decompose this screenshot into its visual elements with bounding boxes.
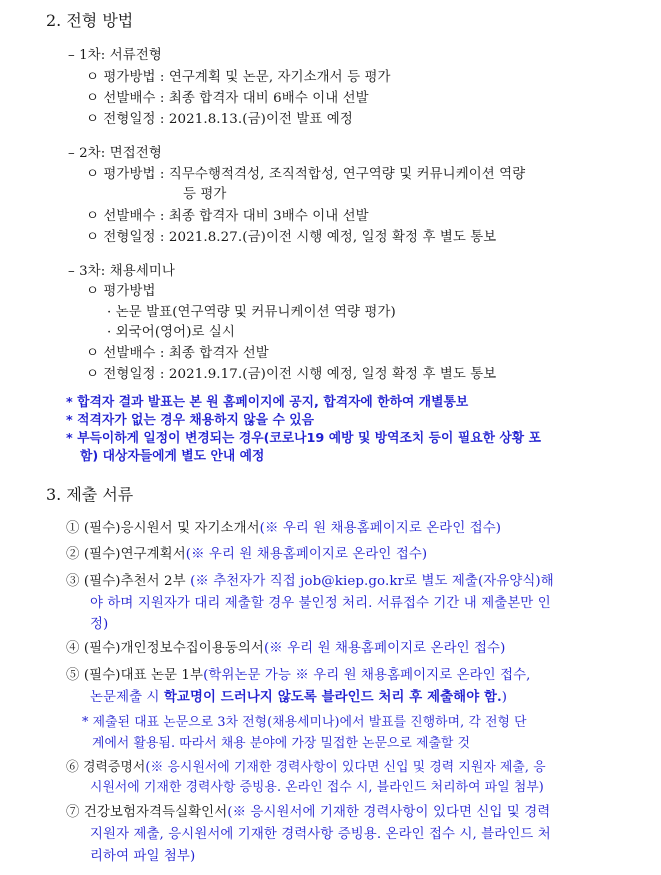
doc-6-name: 경력증명서	[83, 760, 146, 775]
doc-7-name: 건강보험자격득실확인서	[83, 805, 228, 820]
doc-3-name: (필수)추천서 2부	[83, 574, 191, 589]
stage2-schedule: ㅇ 전형일정 : 2021.8.27.(금)이전 시행 예정, 일정 확정 후 별도 통보	[86, 230, 497, 245]
doc-4-name: (필수)개인정보수집이용동의서	[83, 641, 264, 656]
doc-7-note-3: 리하여 파일 첨부)	[90, 849, 196, 864]
stage3-sub1: · 논문 발표(연구역량 및 커뮤니케이션 역량 평가)	[107, 305, 396, 320]
stage1-title: – 1차: 서류전형	[68, 48, 162, 63]
doc-7-note-2: 지원자 제출, 응시원서에 기재한 경력사항 증빙용. 온라인 접수 시, 블라인드 처	[90, 827, 551, 842]
doc-2-note: (※ 우리 원 채용홈페이지로 온라인 접수)	[185, 547, 428, 562]
stage2-method-cont: 등 평가	[183, 187, 227, 202]
note-3: * 부득이하게 일정이 변경되는 경우(코로나19 예방 및 방역조치 등이 필요한 상황 포	[66, 431, 541, 446]
doc-6-note-2: 시원서에 기재한 경력사항 증빙용. 온라인 접수 시, 블라인드 처리하여 파일 첨부)	[90, 780, 544, 795]
doc-3-note-3: 정)	[90, 617, 109, 632]
doc-6	[66, 756, 546, 775]
stage1-method: ㅇ 평가방법 : 연구계획 및 논문, 자기소개서 등 평가	[86, 70, 391, 85]
doc-5-num: ⑤	[66, 668, 80, 683]
doc-2-name: (필수)연구계획서	[83, 547, 186, 562]
section-2-title: 2. 전형 방법	[46, 11, 134, 30]
doc-5-remark-2: 계에서 활용됨. 따라서 채용 분야에 가장 밀접한 논문으로 제출할 것	[92, 736, 471, 751]
doc-5-note-2b: 학교명이 드러나지 않도록 블라인드 처리 후 제출해야 함.	[163, 689, 502, 705]
stage3-title: – 3차: 채용세미나	[68, 264, 175, 279]
doc-3	[66, 570, 554, 589]
stage3-schedule: ㅇ 전형일정 : 2021.9.17.(금)이전 시행 예정, 일정 확정 후 별도 통보	[86, 367, 497, 382]
stage1-schedule: ㅇ 전형일정 : 2021.8.13.(금)이전 발표 예정	[86, 112, 353, 127]
section-3-title: 3. 제출 서류	[46, 485, 134, 504]
note-1: * 합격자 결과 발표는 본 원 홈페이지에 공지, 합격자에 한하여 개별통보	[66, 395, 469, 410]
doc-5-note-2a: 논문제출 시	[90, 690, 164, 705]
doc-5-note-2c: )	[501, 690, 508, 705]
doc-6-num: ⑥	[66, 760, 79, 775]
stage3-ratio: ㅇ 선발배수 : 최종 합격자 선발	[86, 346, 269, 361]
stage3-method: ㅇ 평가방법	[86, 284, 156, 299]
doc-5-name: (필수)대표 논문 1부	[83, 668, 204, 683]
doc-3-note-1: (※ 추천자가 직접 job@kiep.go.kr로 별도 제출(자유양식)해	[190, 574, 554, 589]
doc-5	[66, 664, 531, 683]
doc-1-name: (필수)응시원서 및 자기소개서	[83, 521, 260, 536]
note-2: * 적격자가 없는 경우 채용하지 않을 수 있음	[66, 413, 315, 428]
stage2-title: – 2차: 면접전형	[68, 146, 162, 161]
stage2-method: ㅇ 평가방법 : 직무수행적격성, 조직적합성, 연구역량 및 커뮤니케이션 역량	[86, 167, 526, 182]
doc-3-num: ③	[66, 574, 80, 589]
stage1-ratio: ㅇ 선발배수 : 최종 합격자 대비 6배수 이내 선발	[86, 91, 369, 106]
doc-5-remark-1: * 제출된 대표 논문으로 3차 전형(채용세미나)에서 발표를 진행하며, 각 전형 단	[82, 715, 527, 730]
note-4: 함) 대상자들에게 별도 안내 예정	[80, 449, 265, 464]
doc-1-num: ①	[66, 521, 80, 536]
doc-5-note-2	[90, 686, 507, 705]
doc-4-num: ④	[66, 641, 80, 656]
doc-5-note-1: (학위논문 가능 ※ 우리 원 채용홈페이지로 온라인 접수,	[203, 668, 531, 683]
doc-1-note: (※ 우리 원 채용홈페이지로 온라인 접수)	[259, 521, 502, 536]
doc-1	[66, 517, 501, 536]
doc-7-num: ⑦	[66, 805, 80, 820]
doc-4	[66, 637, 505, 656]
doc-3-note-2: 야 하며 지원자가 대리 제출할 경우 불인정 처리. 서류접수 기간 내 제출본만 인	[90, 596, 551, 611]
doc-2-num: ②	[66, 547, 80, 562]
doc-2	[66, 543, 427, 562]
stage3-sub2: · 외국어(영어)로 실시	[107, 325, 235, 340]
doc-4-note: (※ 우리 원 채용홈페이지로 온라인 접수)	[263, 641, 506, 656]
doc-7-note-1: (※ 응시원서에 기재한 경력사항이 있다면 신입 및 경력	[227, 805, 551, 820]
doc-6-note-1: (※ 응시원서에 기재한 경력사항이 있다면 신입 및 경력 지원자 제출, 응	[145, 760, 546, 775]
doc-7	[66, 801, 550, 820]
stage2-ratio: ㅇ 선발배수 : 최종 합격자 대비 3배수 이내 선발	[86, 209, 369, 224]
